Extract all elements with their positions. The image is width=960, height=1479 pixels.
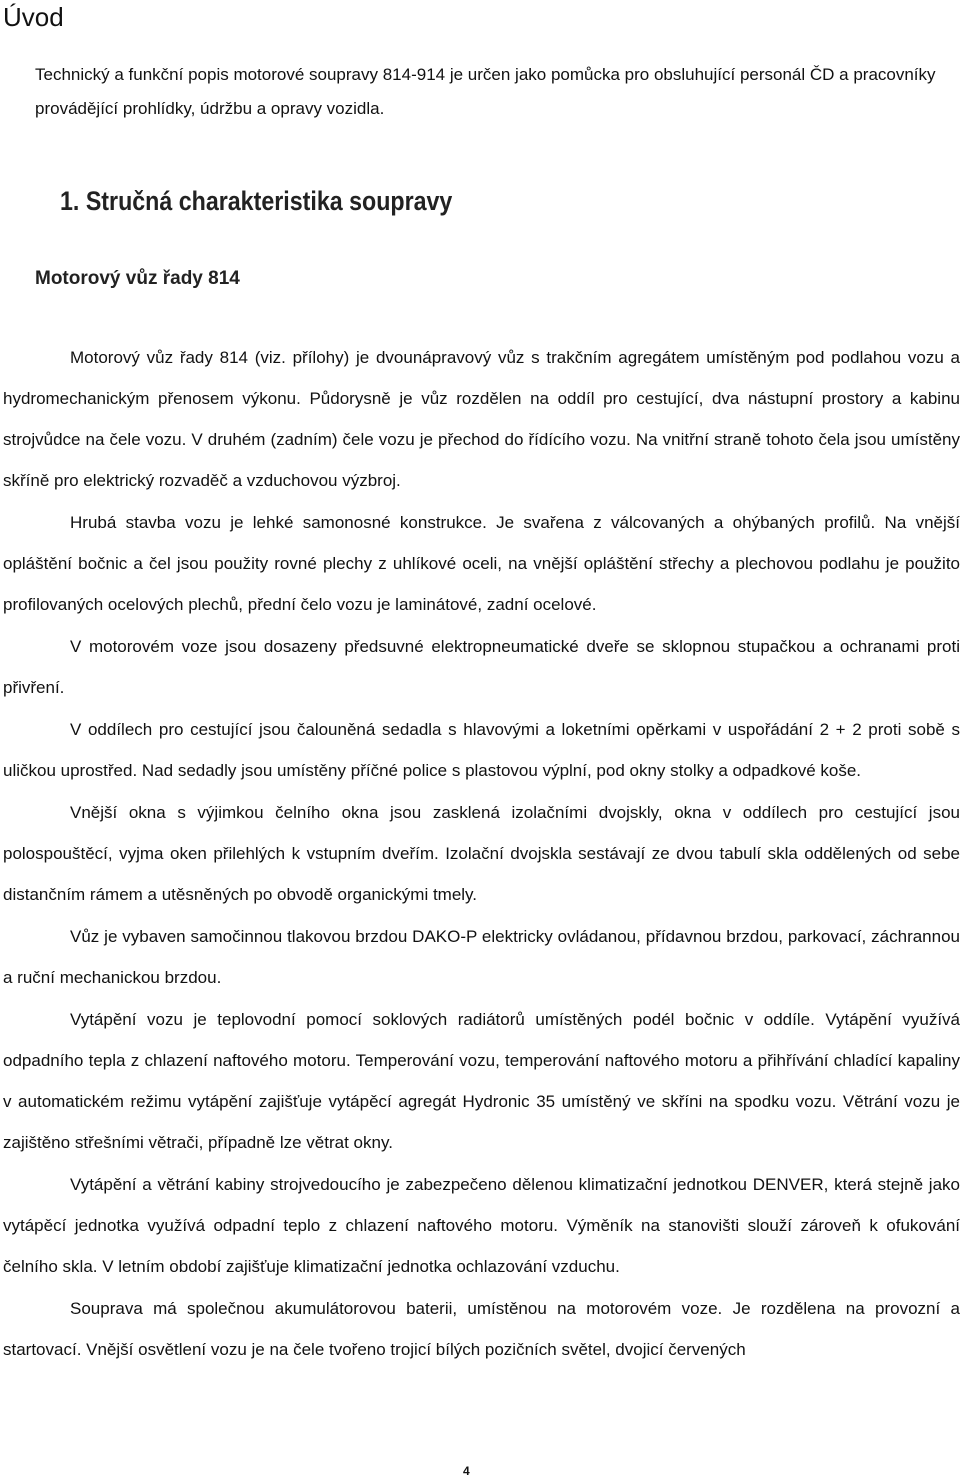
paragraph-2: Hrubá stavba vozu je lehké samonosné konstrukce. Je svařena z válcovaných a ohýbaných profilů. Na vnější opláštění bočnic a čel jsou použity rovné plechy z uhlíkové oceli, na vnější opláštění střechy a plechovou podlahu je použito profilovaných ocelových plechů, přední čelo vozu je laminátové, zadní ocelové. xyxy=(3,513,960,614)
paragraph-9: Souprava má společnou akumulátorovou baterii, umístěnou na motorovém voze. Je rozdělena na provozní a startovací. Vnější osvětlení vozu je na čele tvořeno trojicí bílých pozičních světel, dvojicí červených xyxy=(3,1299,960,1359)
paragraph-8: Vytápění a větrání kabiny strojvedoucího je zabezpečeno dělenou klimatizační jednotkou DENVER, která stejně jako vytápěcí jednotka využívá odpadní teplo z chlazení naftového motoru. Výměník na stanovišti slouží zároveň k ofukování čelního skla. V letním období zajišťuje klimatizační jednotka ochlazování vzduchu. xyxy=(3,1175,960,1276)
paragraph-4: V oddílech pro cestující jsou čalouněná sedadla s hlavovými a loketními opěrkami v uspořádání 2 + 2 proti sobě s uličkou uprostřed. Nad sedadly jsou umístěny příčné police s plastovou výplní, pod okny stolky a odpadkové koše. xyxy=(3,720,960,780)
subsection-title: Motorový vůz řady 814 xyxy=(35,268,240,289)
intro-paragraph: Technický a funkční popis motorové soupravy 814-914 je určen jako pomůcka pro obsluhující personál ČD a pracovníky provádějící prohlídky, údržbu a opravy vozidla. xyxy=(35,65,936,118)
paragraph-3: V motorovém voze jsou dosazeny předsuvné elektropneumatické dveře se sklopnou stupačkou a ochranami proti přivření. xyxy=(3,637,960,697)
paragraph-7: Vytápění vozu je teplovodní pomocí soklových radiátorů umístěných podél bočnic v oddíle. Vytápění využívá odpadního tepla z chlazení naftového motoru. Temperování vozu, temperování naftového motoru a přihřívání chladící kapaliny v automatickém režimu vytápění zajišťuje vytápěcí agregát Hydronic 35 umístěný ve skříni na spodku vozu. Větrání vozu je zajištěno střešními větrači, případně lze větrat okny. xyxy=(3,1010,960,1152)
body-text xyxy=(3,337,960,1371)
page-number: 4 xyxy=(463,1464,470,1478)
paragraph-6: Vůz je vybaven samočinnou tlakovou brzdou DAKO-P elektricky ovládanou, přídavnou brzdou, parkovací, záchrannou a ruční mechanickou brzdou. xyxy=(3,927,960,987)
paragraph-1: Motorový vůz řady 814 (viz. přílohy) je dvounápravový vůz s trakčním agregátem umístěným pod podlahou vozu a hydromechanickým přenosem výkonu. Půdorysně je vůz rozdělen na oddíl pro cestující, dva nástupní prostory a kabinu strojvůdce na čele vozu. V druhém (zadním) čele vozu je přechod do řídícího vozu. Na vnitřní straně tohoto čela jsou umístěny skříně pro elektrický rozvaděč a vzduchovou výzbroj. xyxy=(3,348,960,490)
page-heading: Úvod xyxy=(3,2,64,32)
section-title: 1. Stručná charakteristika soupravy xyxy=(60,186,453,216)
paragraph-5: Vnější okna s výjimkou čelního okna jsou zasklená izolačními dvojskly, okna v oddílech pro cestující jsou polospouštěcí, vyjma oken přilehlých k vstupním dveřím. Izolační dvojskla sestávají ze dvou tabulí skla oddělených od sebe distančním rámem a utěsněných po obvodě organickými tmely. xyxy=(3,803,960,904)
